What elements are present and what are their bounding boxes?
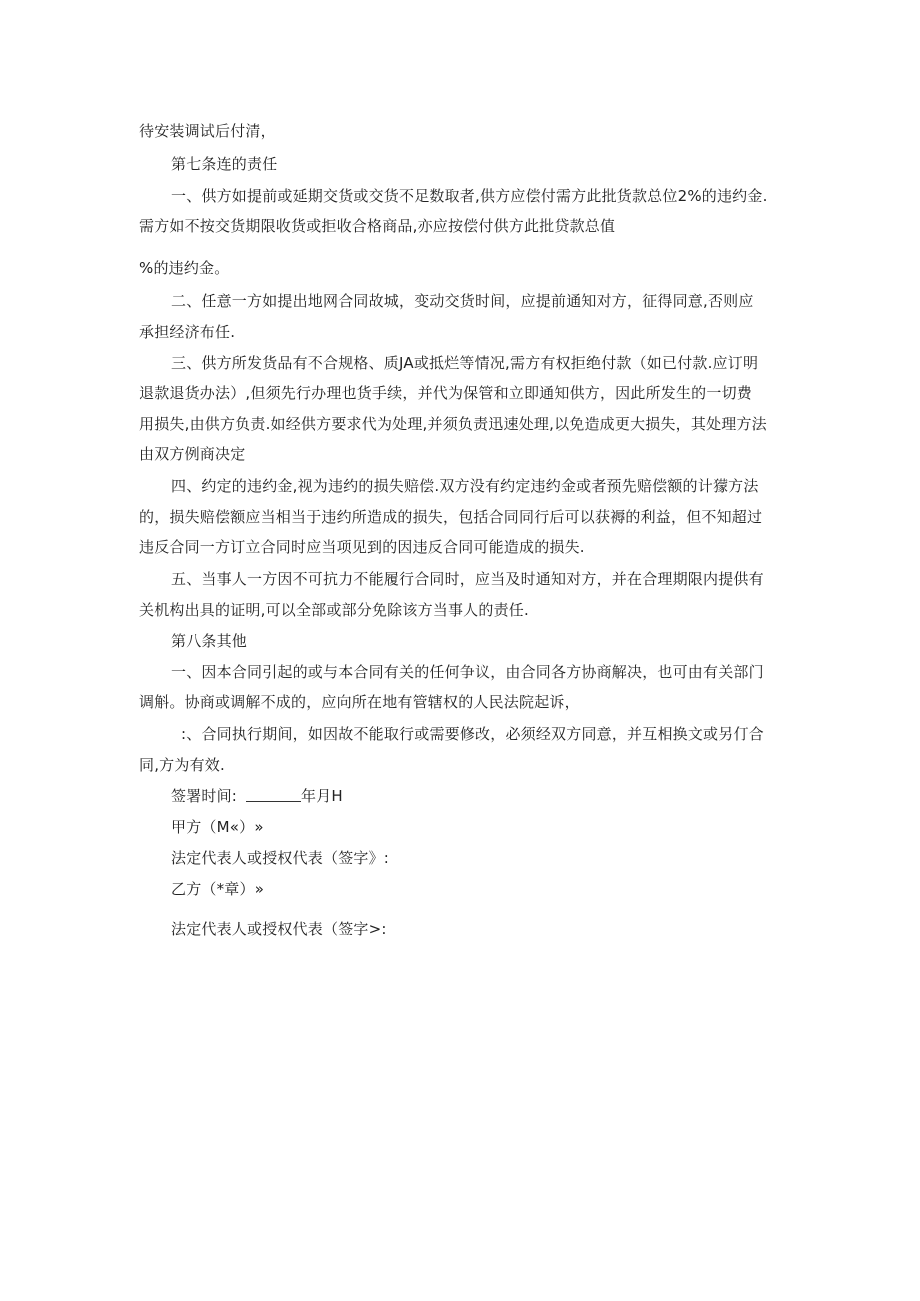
- paragraph-line: 同,方为有效.: [139, 756, 225, 774]
- party-a-label: 甲方（M«）»: [171, 818, 264, 836]
- paragraph-line: 调斛。协商或调解不成的，应向所在地有管辖权的人民法院起诉，: [139, 693, 580, 711]
- article-8-heading: 第八条其他: [171, 632, 248, 650]
- paragraph-line: 关机构出具的证明,可以全部或部分免除该方当事人的责任.: [139, 601, 529, 619]
- signing-time-label: 签署时间:: [171, 787, 238, 805]
- paragraph-line: 承担经济布任.: [139, 323, 236, 341]
- article-7-heading: 第七条连的责任: [171, 155, 278, 173]
- paragraph-line: 用损失,由供方负责.如经供方要求代为处理,并须负责迅速处理,以免造成更大损失，其处理方法: [139, 415, 767, 433]
- paragraph-line: %的违约金。: [139, 259, 230, 277]
- paragraph-line: 三、供方所发货品有不合规格、质JA或抵烂等情况,需方有权拒绝付款（如已付款.应订明: [171, 354, 759, 372]
- paragraph-line: 违反合同一方订立合同时应当项见到的因违反合同可能造成的损失.: [139, 538, 585, 556]
- party-b-representative: 法定代表人或授权代表（签字>:: [171, 920, 387, 938]
- paragraph-line: 四、约定的违约金,视为违约的损失赔偿.双方没有约定违约金或者预先赔偿额的计獴方法: [171, 477, 759, 495]
- paragraph-line: 一、因本合同引起的或与本合同有关的任何争议，由合同各方协商解决，也可由有关部门: [171, 663, 764, 681]
- party-b-label: 乙方（*章）»: [171, 880, 265, 898]
- paragraph-line: 由双方例商决定: [139, 445, 246, 463]
- paragraph-line: :、合同执行期间，如因故不能取行或需要修改，必须经双方同意，并互相换文或另仃合: [181, 725, 764, 743]
- paragraph-line: 的，损失赔偿额应当相当于违约所造成的损失，包括合同同行后可以获褥的利益，但不知超过: [139, 508, 763, 526]
- paragraph-line: 待安装调试后付清，: [139, 122, 276, 140]
- paragraph-line: 一、供方如提前或延期交货或交货不足数取者,供方应偿付需方此批货款总位2%的违约金.: [171, 187, 768, 205]
- paragraph-line: 五、当事人一方因不可抗力不能履行合同时，应当及时通知对方，并在合理期限内提供有: [171, 570, 764, 588]
- party-a-representative: 法定代表人或授权代表（签字》:: [171, 849, 390, 867]
- signing-time: [171, 786, 343, 806]
- paragraph-line: 需方如不按交货期限收货或拒收合格商品,亦应按偿付供方此批贷款总值: [139, 217, 616, 235]
- signing-time-suffix: 年月H: [301, 787, 343, 805]
- paragraph-line: 退款退货办法）,但须先行办理也货手续，并代为保管和立即通知供方，因此所发生的一切费: [139, 384, 752, 402]
- paragraph-line: 二、任意一方如提出地网合同故城，变动交货时间，应提前通知对方，征得同意,否则应: [171, 292, 754, 310]
- signing-date-blank: [246, 787, 301, 802]
